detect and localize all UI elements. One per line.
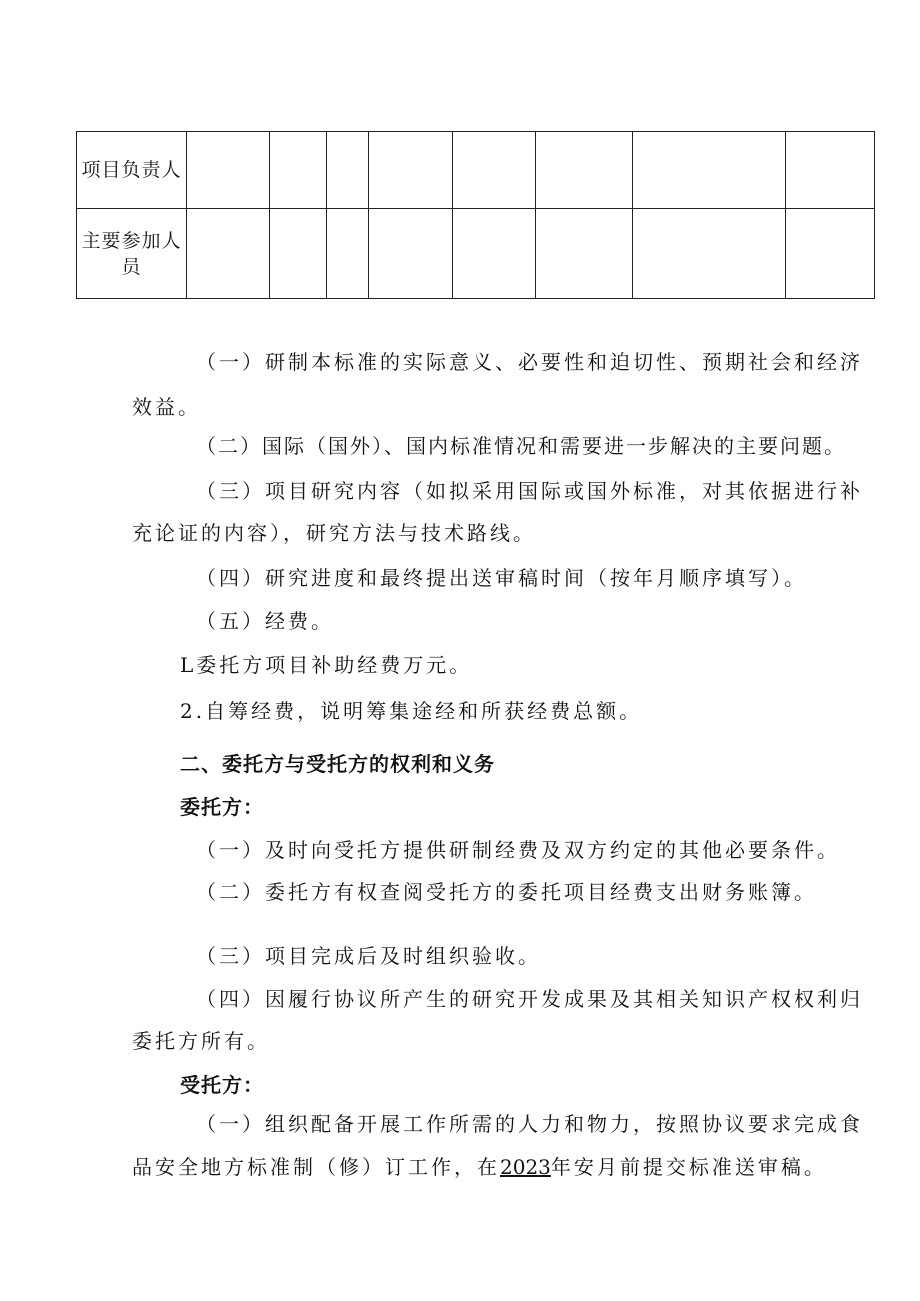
table-cell <box>187 132 270 209</box>
paragraph-1-line-2: 效益。 <box>132 395 201 419</box>
table-cell <box>453 132 536 209</box>
deadline-year: 2023 <box>500 1155 551 1179</box>
personnel-table <box>76 131 875 299</box>
table-cell <box>536 209 633 299</box>
entrusting-item-2: （二）委托方有权查阅受托方的委托项目经费支出财务账簿。 <box>196 880 817 904</box>
table-cell <box>786 209 875 299</box>
main-participants-label: 主要参加人员 <box>77 209 187 299</box>
paragraph-3-line-2: 充论证的内容），研究方法与技术路线。 <box>132 521 536 545</box>
entrusting-item-4-line-1: （四）因履行协议所产生的研究开发成果及其相关知识产权权利归 <box>196 987 863 1011</box>
table-cell <box>327 209 369 299</box>
table-cell <box>270 132 327 209</box>
table-cell <box>453 209 536 299</box>
table-row <box>77 132 875 209</box>
trustee-item-1-line-1: （一）组织配备开展工作所需的人力和物力，按照协议要求完成食 <box>196 1112 863 1136</box>
entrusting-party-label: 委托方： <box>180 795 264 819</box>
table-cell <box>786 132 875 209</box>
table-cell <box>270 209 327 299</box>
section-2-heading: 二、委托方与受托方的权利和义务 <box>180 752 495 776</box>
table-cell <box>369 132 453 209</box>
trustee-party-label: 受托方： <box>180 1073 264 1097</box>
entrusting-item-1: （一）及时向受托方提供研制经费及双方约定的其他必要条件。 <box>196 838 840 862</box>
trustee-text-pre: 品安全地方标准制（修）订工作，在 <box>132 1155 500 1179</box>
trustee-item-1-line-2 <box>132 1153 827 1181</box>
table-cell <box>536 132 633 209</box>
paragraph-2: （二）国际（国外）、国内标准情况和需要进一步解决的主要问题。 <box>196 434 846 458</box>
paragraph-5: （五）经费。 <box>196 609 334 633</box>
paragraph-1-line-1: （一）研制本标准的实际意义、必要性和迫切性、预期社会和经济 <box>196 350 863 374</box>
entrusting-item-4-line-2: 委托方所有。 <box>132 1029 270 1053</box>
entrusting-item-3: （三）项目完成后及时组织验收。 <box>196 944 541 968</box>
table-cell <box>187 209 270 299</box>
table-cell <box>633 132 786 209</box>
table-cell <box>633 209 786 299</box>
paragraph-6: L委托方项目补助经费万元。 <box>180 653 473 677</box>
trustee-text-post: 年安月前提交标准送审稿。 <box>550 1155 827 1179</box>
paragraph-7: 2.自筹经费，说明筹集途经和所获经费总额。 <box>180 699 643 723</box>
table-cell <box>327 132 369 209</box>
table-row <box>77 209 875 299</box>
paragraph-3-line-1: （三）项目研究内容（如拟采用国际或国外标准，对其依据进行补 <box>196 479 863 503</box>
project-leader-label: 项目负责人 <box>77 132 187 209</box>
table-cell <box>369 209 453 299</box>
paragraph-4: （四）研究进度和最终提出送审稿时间（按年月顺序填写）。 <box>196 566 807 590</box>
